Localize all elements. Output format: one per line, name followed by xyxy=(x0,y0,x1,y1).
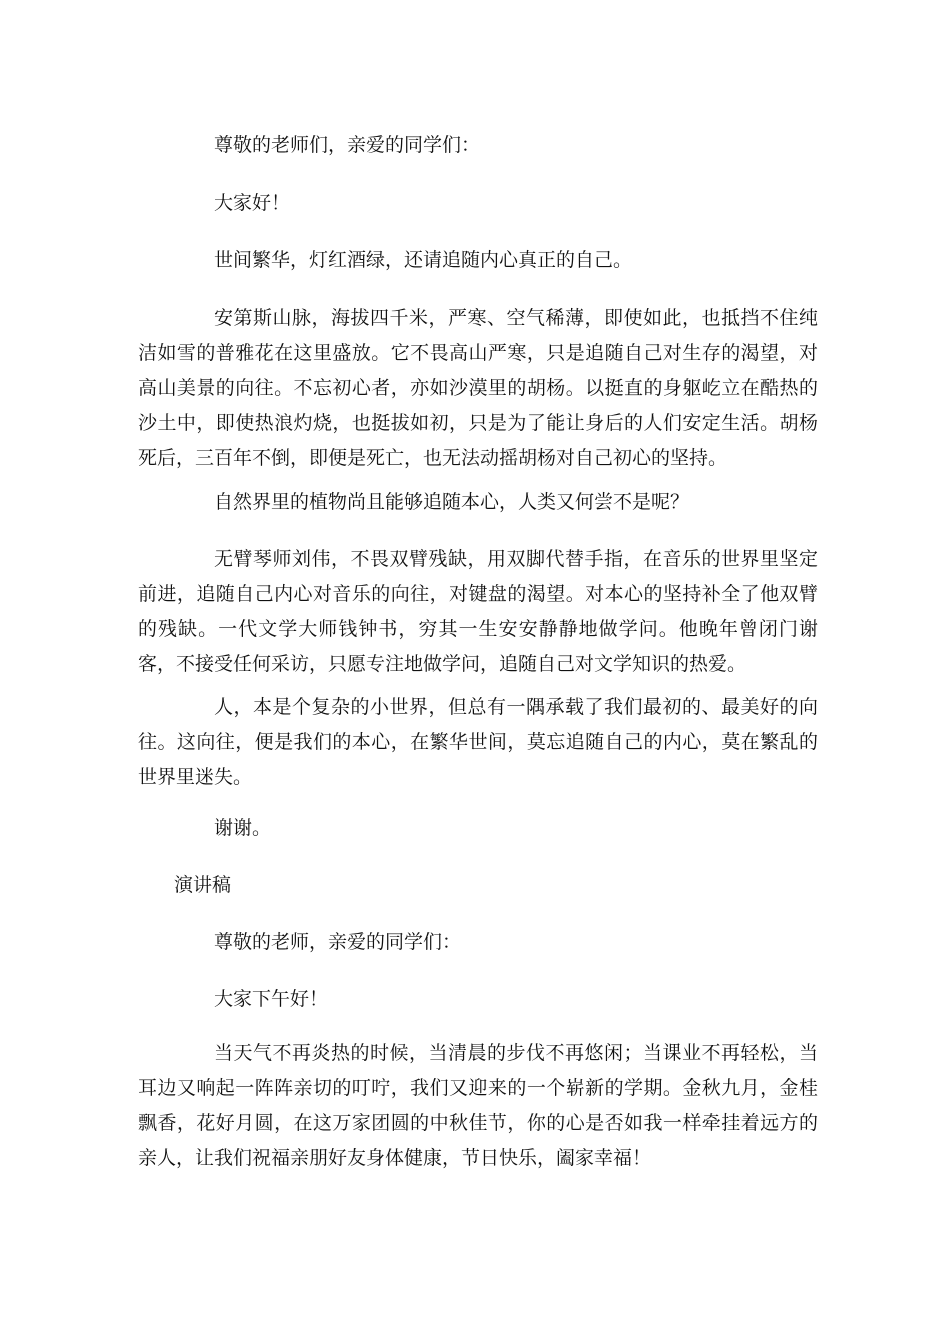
body-paragraph: 自然界里的植物尚且能够追随本心，人类又何尝不是呢？ xyxy=(214,491,690,513)
greeting-paragraph: 尊敬的老师们，亲爱的同学们： xyxy=(214,134,481,156)
body-paragraph: 无臂琴师刘伟，不畏双臂残缺，用双脚代替手指，在音乐的世界里坚定前进，追随自己内心对音乐的向往，对键盘的渴望。对本心的坚持补全了他双臂的残缺。一代文学大师钱钟书，穷其一生安安静静地做学问。他晚年曾闭门谢客，不接受任何采访，只愿专注地做学问，追随自己对文学知识的热爱。 xyxy=(138,548,818,675)
thanks-paragraph: 谢谢。 xyxy=(214,817,272,839)
greeting-paragraph: 尊敬的老师，亲爱的同学们： xyxy=(214,931,462,953)
body-paragraph: 世间繁华，灯红酒绿，还请追随内心真正的自己。 xyxy=(214,249,633,271)
body-paragraph: 人，本是个复杂的小世界，但总有一隅承载了我们最初的、最美好的向往。这向往，便是我们的本心，在繁华世间，莫忘追随自己的内心，莫在繁乱的世界里迷失。 xyxy=(138,696,818,788)
hello-paragraph: 大家下午好！ xyxy=(214,988,329,1010)
hello-paragraph: 大家好！ xyxy=(214,192,291,214)
body-paragraph: 当天气不再炎热的时候，当清晨的步伐不再悠闲；当课业不再轻松，当耳边又响起一阵阵亲切的叮咛，我们又迎来的一个崭新的学期。金秋九月，金桂飘香，花好月圆，在这万家团圆的中秋佳节，你的心是否如我一样牵挂着远方的亲人，让我们祝福亲朋好友身体健康，节日快乐，阖家幸福！ xyxy=(138,1042,818,1169)
body-paragraph: 安第斯山脉，海拔四千米，严寒、空气稀薄，即使如此，也抵挡不住纯洁如雪的普雅花在这里盛放。它不畏高山严寒，只是追随自己对生存的渴望，对高山美景的向往。不忘初心者，亦如沙漠里的胡杨。以挺直的身躯屹立在酷热的沙土中，即使热浪灼烧，也挺拔如初，只是为了能让身后的人们安定生活。胡杨死后，三百年不倒，即便是死亡，也无法动摇胡杨对自己初心的坚持。 xyxy=(138,307,818,469)
section-title: 演讲稿 xyxy=(174,874,232,896)
